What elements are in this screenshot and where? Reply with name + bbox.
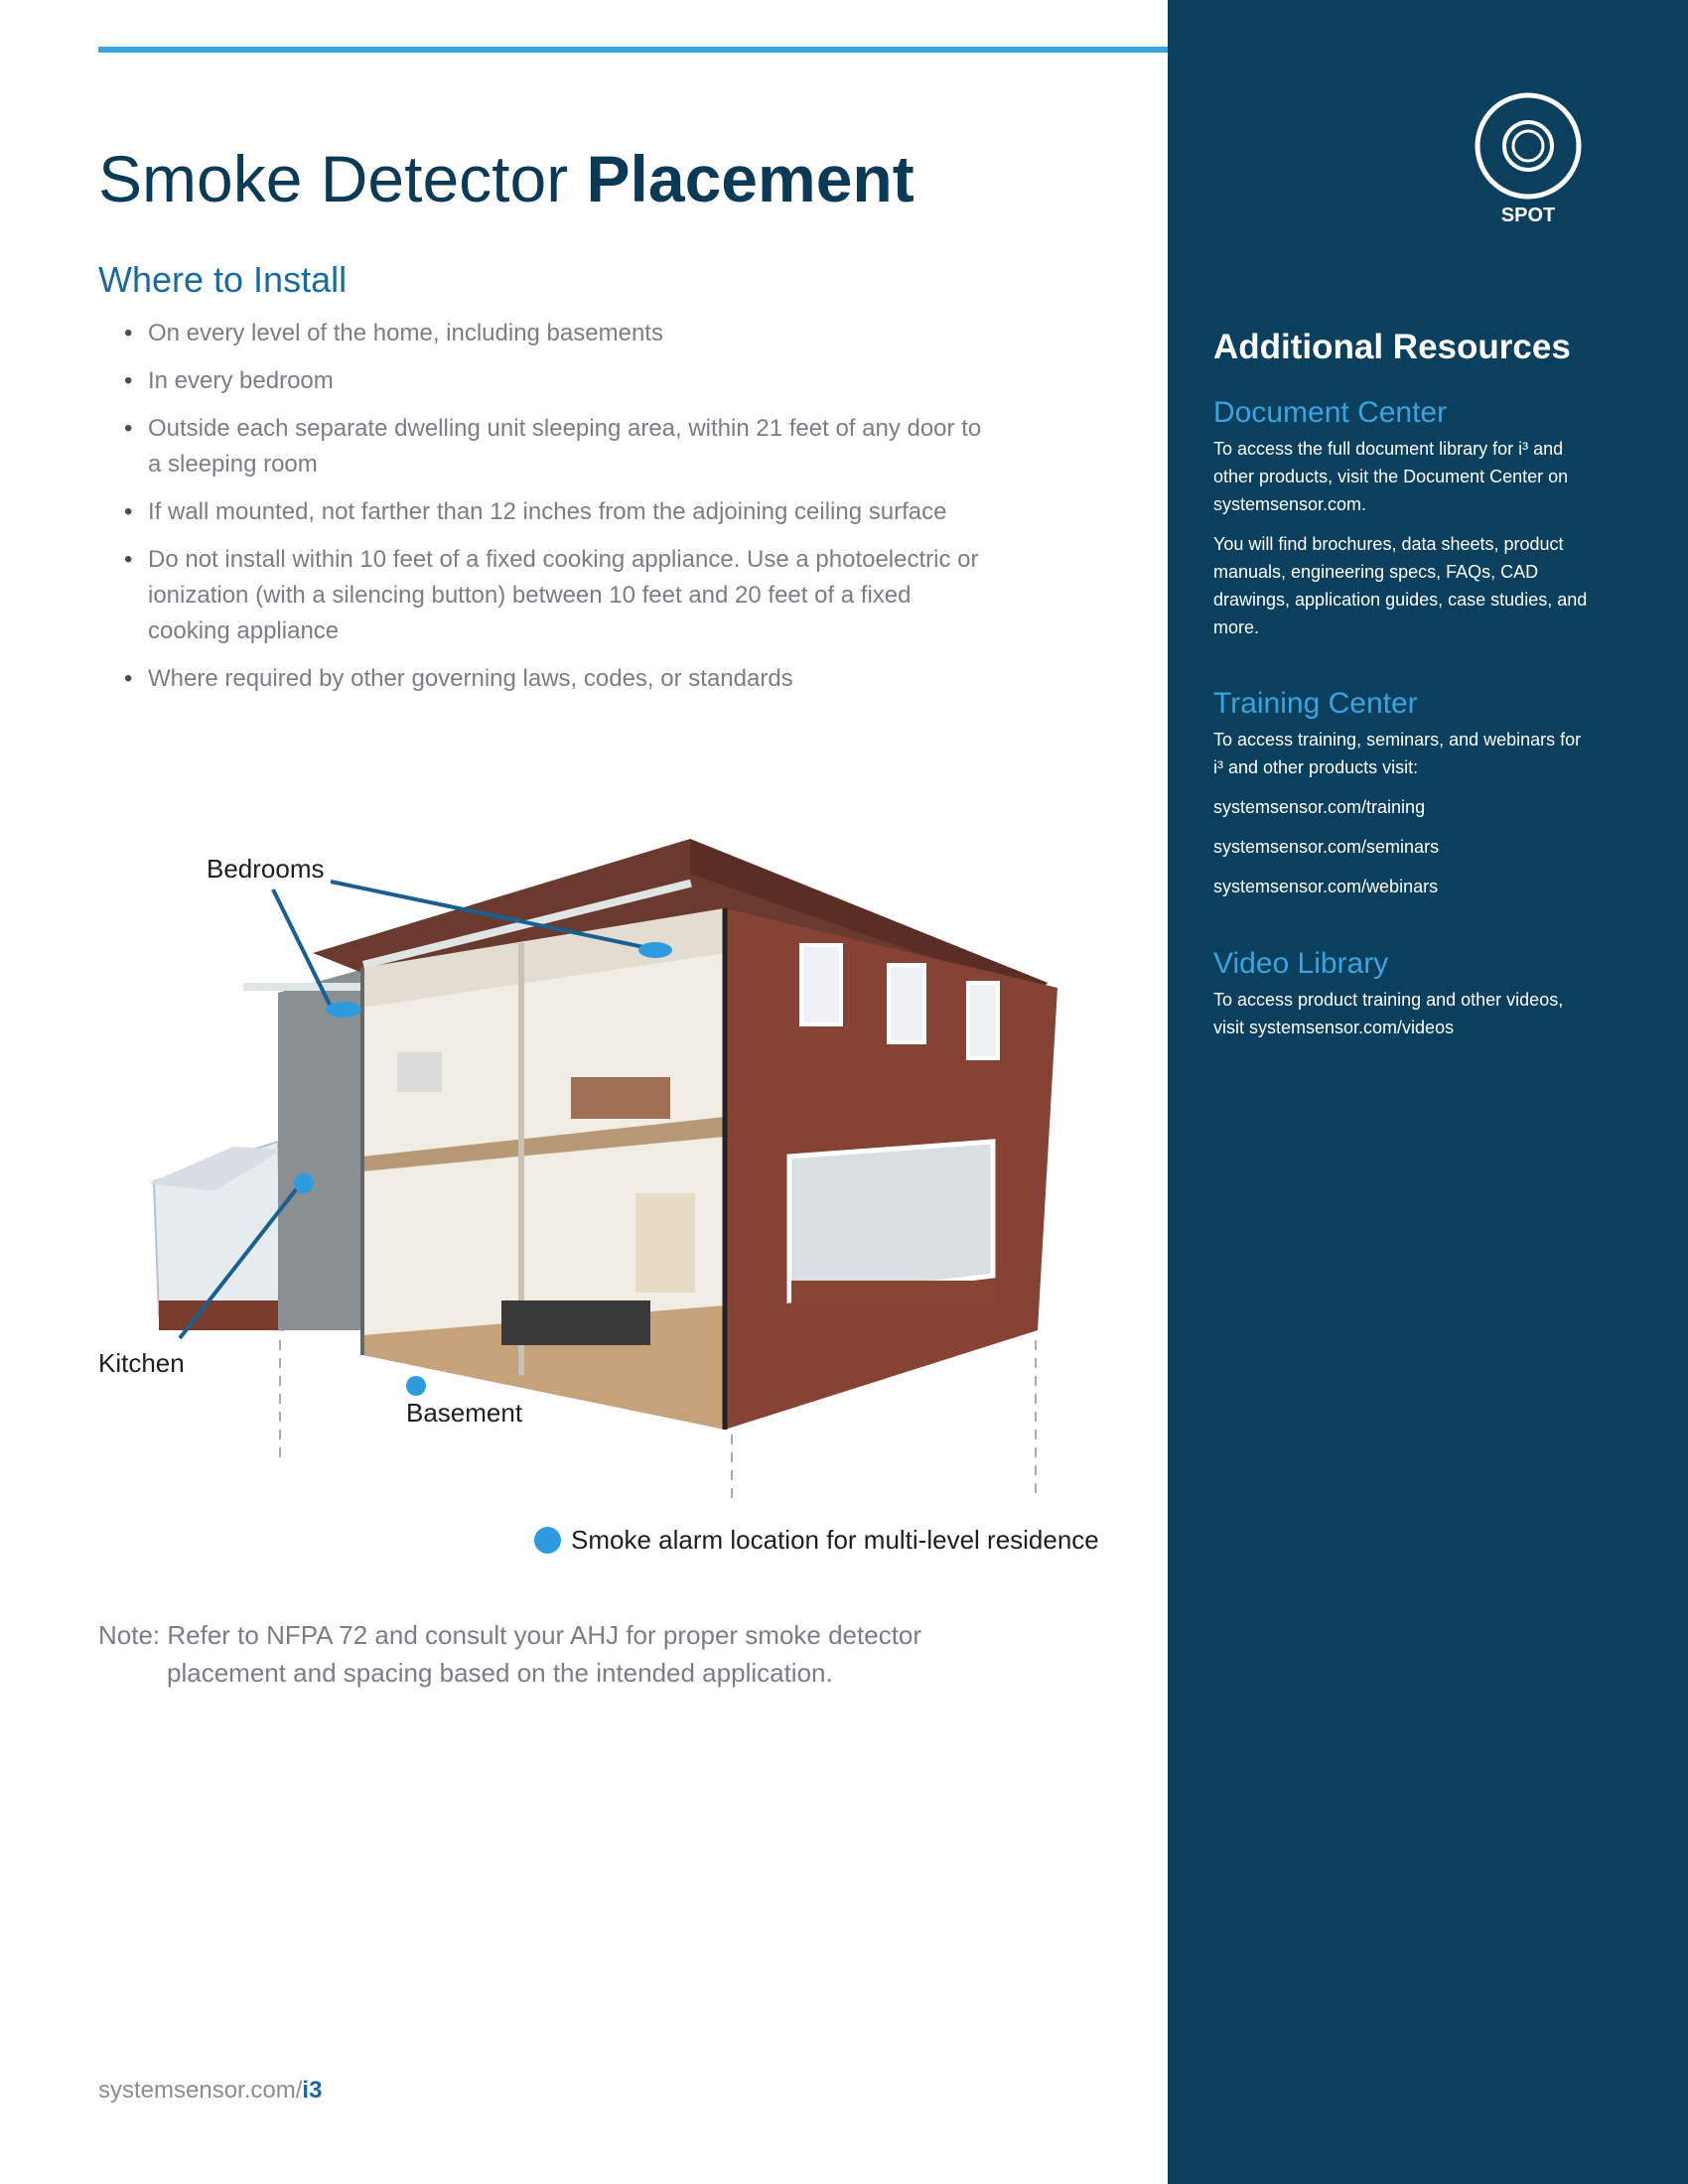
document-center-heading: Document Center	[1213, 396, 1448, 429]
spot-logo-label: SPOT	[1500, 205, 1556, 226]
footer-url[interactable]: systemsensor.com/i3	[98, 2077, 323, 2104]
list-item: • Outside each separate dwelling unit sleeping area, within 21 feet of any door to a sleeping room	[98, 411, 992, 482]
list-item: • Where required by other governing laws, codes, or standards	[98, 661, 992, 697]
note-text	[98, 1616, 992, 1692]
legend-marker-icon	[534, 1527, 561, 1554]
document-center-text: You will find brochures, data sheets, product manuals, engineering specs, FAQs, CAD drawings, application guides, case studies, and more.	[1213, 534, 1588, 637]
house-illustration	[94, 814, 1087, 1509]
video-library-text: To access product training and other videos, visit systemsensor.com/videos	[1213, 990, 1564, 1037]
section-heading-where-to-install: Where to Install	[98, 259, 348, 300]
list-item: • On every level of the home, including basements	[98, 316, 992, 351]
smoke-alarm-marker	[326, 1002, 361, 1018]
training-link[interactable]: systemsensor.com/training	[1213, 797, 1426, 817]
install-locations-list	[98, 316, 992, 709]
document-center-text: To access the full document library for i³ and other products, visit the Document Center on systemsensor.com.	[1213, 439, 1569, 514]
training-center-heading: Training Center	[1213, 687, 1418, 720]
list-item: • If wall mounted, not farther than 12 inches from the adjoining ceiling surface	[98, 494, 992, 530]
video-library-section	[1213, 946, 1591, 1053]
basement-label: Basement	[406, 1398, 523, 1428]
top-accent-rule	[98, 47, 1168, 53]
training-center-section	[1213, 686, 1591, 912]
webinars-link[interactable]: systemsensor.com/webinars	[1213, 877, 1439, 896]
additional-resources-heading: Additional Resources	[1213, 328, 1571, 366]
note-line-2: placement and spacing based on the intended application.	[167, 1658, 833, 1688]
diagram-legend	[534, 1525, 1099, 1556]
list-item: • In every bedroom	[98, 363, 992, 399]
smoke-alarm-marker	[294, 1173, 314, 1193]
training-center-text: To access training, seminars, and webinars for i³ and other products visit:	[1213, 730, 1582, 777]
house-cutaway-diagram	[94, 814, 1087, 1509]
video-library-heading: Video Library	[1213, 947, 1389, 980]
kitchen-label: Kitchen	[98, 1348, 185, 1378]
bedrooms-label: Bedrooms	[207, 854, 325, 884]
document-center-section	[1213, 395, 1591, 653]
note-line-1: Note: Refer to NFPA 72 and consult your AHJ for proper smoke detector	[98, 1620, 922, 1650]
legend-label: Smoke alarm location for multi-level residence	[571, 1525, 1099, 1555]
list-item: • Do not install within 10 feet of a fixed cooking appliance. Use a photoelectric or ionization (with a silencing button) between 10 feet and 20 feet of a fixed cooking appliance	[98, 542, 992, 649]
smoke-alarm-marker	[638, 942, 672, 958]
seminars-link[interactable]: systemsensor.com/seminars	[1213, 837, 1440, 857]
smoke-alarm-marker	[406, 1376, 426, 1396]
page-title: Smoke Detector Placement	[98, 142, 914, 215]
